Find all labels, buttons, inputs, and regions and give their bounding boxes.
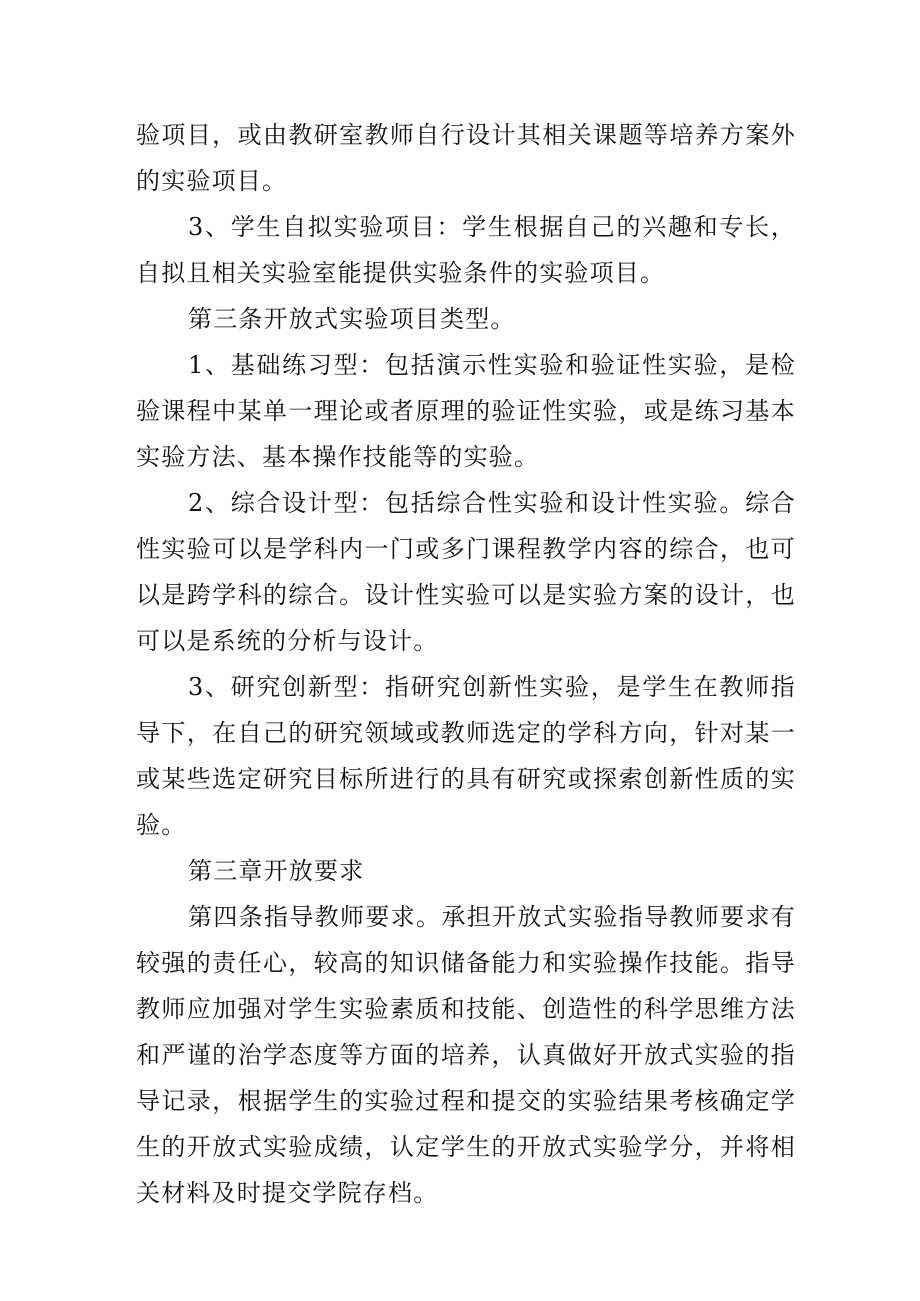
chapter-three-heading: 第三章开放要求: [188, 857, 365, 885]
paragraph-student-projects: 3、学生自拟实验项目：学生根据自己的兴趣和专长，自拟且相关实验室能提供实验条件的实验项目。: [136, 213, 796, 287]
paragraph-continuation: 验项目，或由教研室教师自行设计其相关课题等培养方案外的实验项目。: [136, 121, 796, 195]
paragraph-comprehensive-design-type: 2、综合设计型：包括综合性实验和设计性实验。综合性实验可以是学科内一门或多门课程教学内容的综合，也可以是跨学科的综合。设计性实验可以是实验方案的设计，也可以是系统的分析与设计。: [136, 489, 796, 655]
paragraph-research-innovation-type: 3、研究创新型：指研究创新性实验，是学生在教师指导下，在自己的研究领域或教师选定的学科方向，针对某一或某些选定研究目标所进行的具有研究或探索创新性质的实验。: [136, 673, 796, 839]
paragraph-article-three-heading: 第三条开放式实验项目类型。: [188, 305, 516, 333]
paragraph-article-four-teacher-requirements: 第四条指导教师要求。承担开放式实验指导教师要求有较强的责任心，较高的知识储备能力和实验操作技能。指导教师应加强对学生实验素质和技能、创造性的科学思维方法和严谨的治学态度等方面的培养，认真做好开放式实验的指导记录，根据学生的实验过程和提交的实验结果考核确定学生的开放式实验成绩，认定学生的开放式实验学分，并将相关材料及时提交学院存档。: [136, 903, 796, 1207]
document-body: [136, 112, 796, 1216]
paragraph-basic-practice-type: 1、基础练习型：包括演示性实验和验证性实验，是检验课程中某单一理论或者原理的验证性实验，或是练习基本实验方法、基本操作技能等的实验。: [136, 351, 796, 471]
